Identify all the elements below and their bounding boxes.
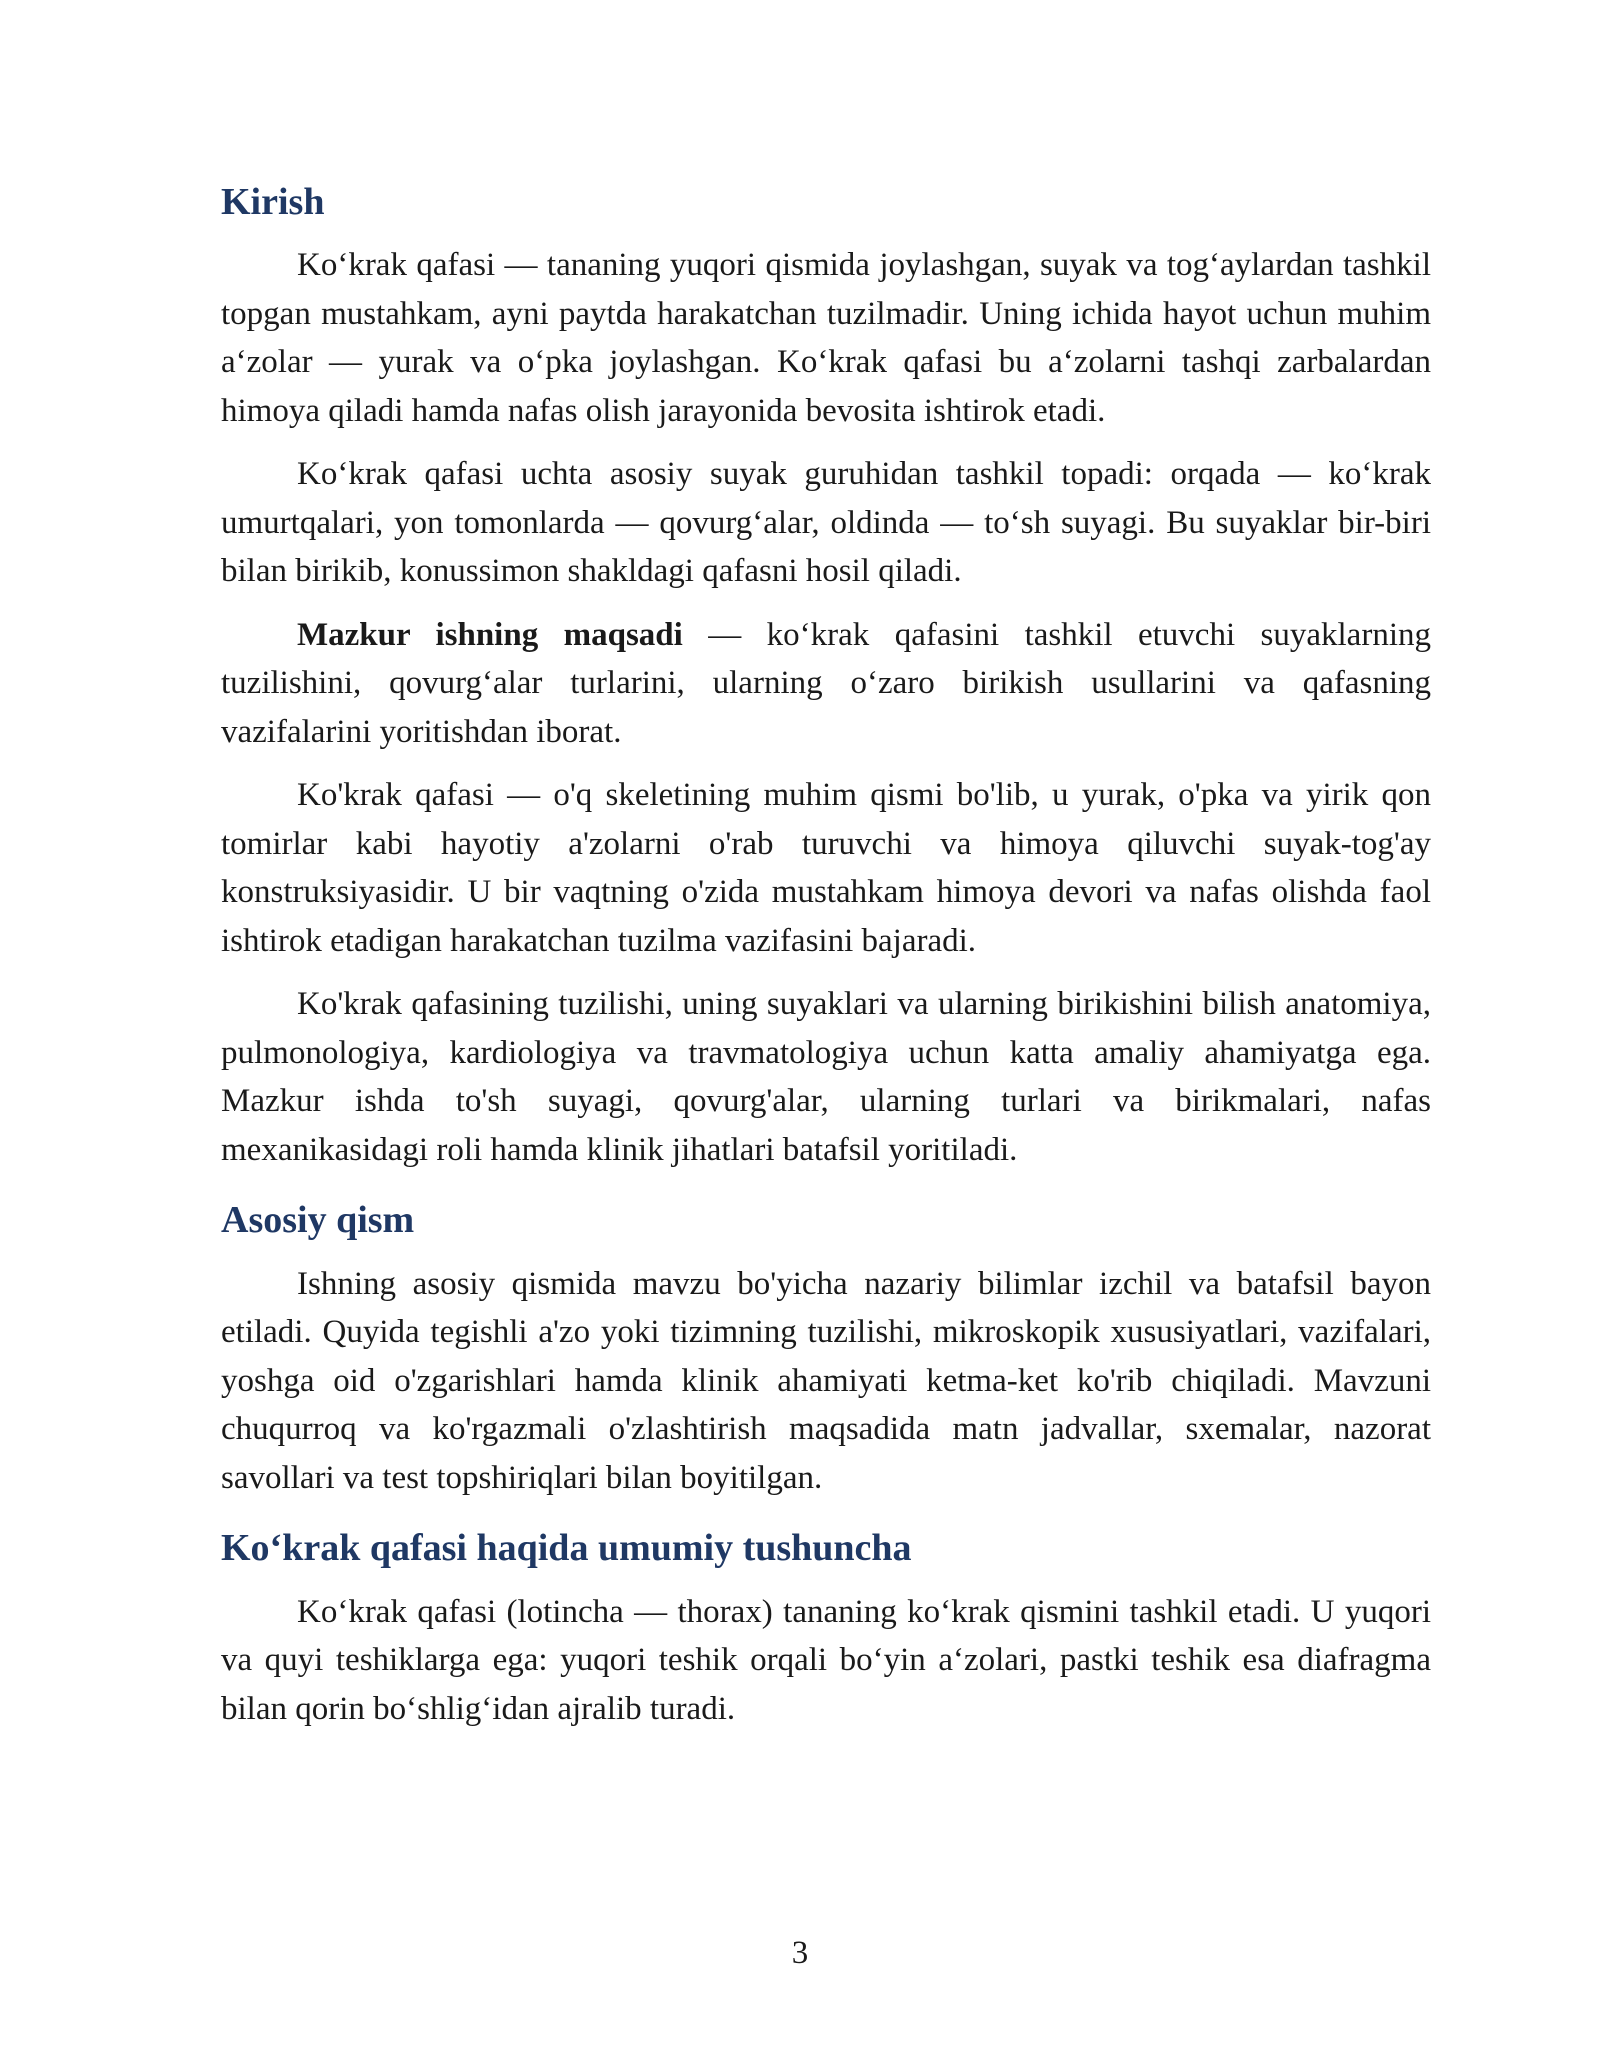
heading-umumiy-tushuncha: Ko‘krak qafasi haqida umumiy tushuncha [221,1527,912,1570]
paragraph-kirish-2: Ko‘krak qafasi uchta asosiy suyak guruhidan tashkil topadi: orqada — ko‘krak umurtqalari, yon tomonlarda — qovurg‘alar, oldinda — to‘sh suyagi. Bu suyaklar bir-biri bilan birikib, konussimon shakldagi qafasni hosil qiladi. [221,456,1431,590]
paragraph-lead-bold: Mazkur ishning maqsadi [297,616,683,653]
paragraph-umumiy-1: Ko‘krak qafasi (lotincha — thorax) tananing ko‘krak qismini tashkil etadi. U yuqori va quyi teshiklarga ega: yuqori teshik orqali bo‘yin a‘zolari, pastki teshik esa diafragma bilan qorin bo‘shlig‘idan ajralib turadi. [221,1593,1431,1727]
paragraph-kirish-3-text: — ko‘krak qafasini tashkil etuvchi suyaklarning tuzilishini, qovurg‘alar turlarini, ularning o‘zaro birikish usullarini va qafasning vazifalarini yoritishdan iborat. [221,616,1431,750]
paragraph-kirish-3 [221,611,1431,757]
heading-asosiy-qism: Asosiy qism [221,1199,415,1242]
heading-kirish: Kirish [221,181,325,223]
page-number: 3 [791,1935,809,1971]
paragraph-asosiy-1: Ishning asosiy qismida mavzu bo'yicha nazariy bilimlar izchil va batafsil bayon etiladi. Quyida tegishli a'zo yoki tizimning tuzilishi, mikroskopik xususiyatlari, vazifalari, yoshga oid o'zgarishlari hamda klinik ahamiyati ketma-ket ko'rib chiqiladi. Mavzuni chuqurroq va ko'rgazmali o'zlashtirish maqsadida matn jadvallar, sxemalar, nazorat savollari va test topshiriqlari bilan boyitilgan. [221,1265,1431,1496]
paragraph-kirish-1: Ko‘krak qafasi — tananing yuqori qismida joylashgan, suyak va tog‘aylardan tashkil topgan mustahkam, ayni paytda harakatchan tuzilmadir. Uning ichida hayot uchun muhim a‘zolar — yurak va o‘pka joylashgan. Ko‘krak qafasi bu a‘zolarni tashqi zarbalardan himoya qiladi hamda nafas olish jarayonida bevosita ishtirok etadi. [221,247,1431,429]
paragraph-kirish-5: Ko'krak qafasining tuzilishi, uning suyaklari va ularning birikishini bilish anatomiya, pulmonologiya, kardiologiya va travmatologiya uchun katta amaliy ahamiyatga ega. Mazkur ishda to'sh suyagi, qovurg'alar, ularning turlari va birikmalari, nafas mexanikasidagi roli hamda klinik jihatlari batafsil yoritiladi. [221,986,1431,1168]
document-page [221,178,1431,1733]
paragraph-kirish-4: Ko'krak qafasi — o'q skeletining muhim qismi bo'lib, u yurak, o'pka va yirik qon tomirlar kabi hayotiy a'zolarni o'rab turuvchi va himoya qiluvchi suyak-tog'ay konstruksiyasidir. U bir vaqtning o'zida mustahkam himoya devori va nafas olishda faol ishtirok etadigan harakatchan tuzilma vazifasini bajaradi. [221,777,1431,959]
